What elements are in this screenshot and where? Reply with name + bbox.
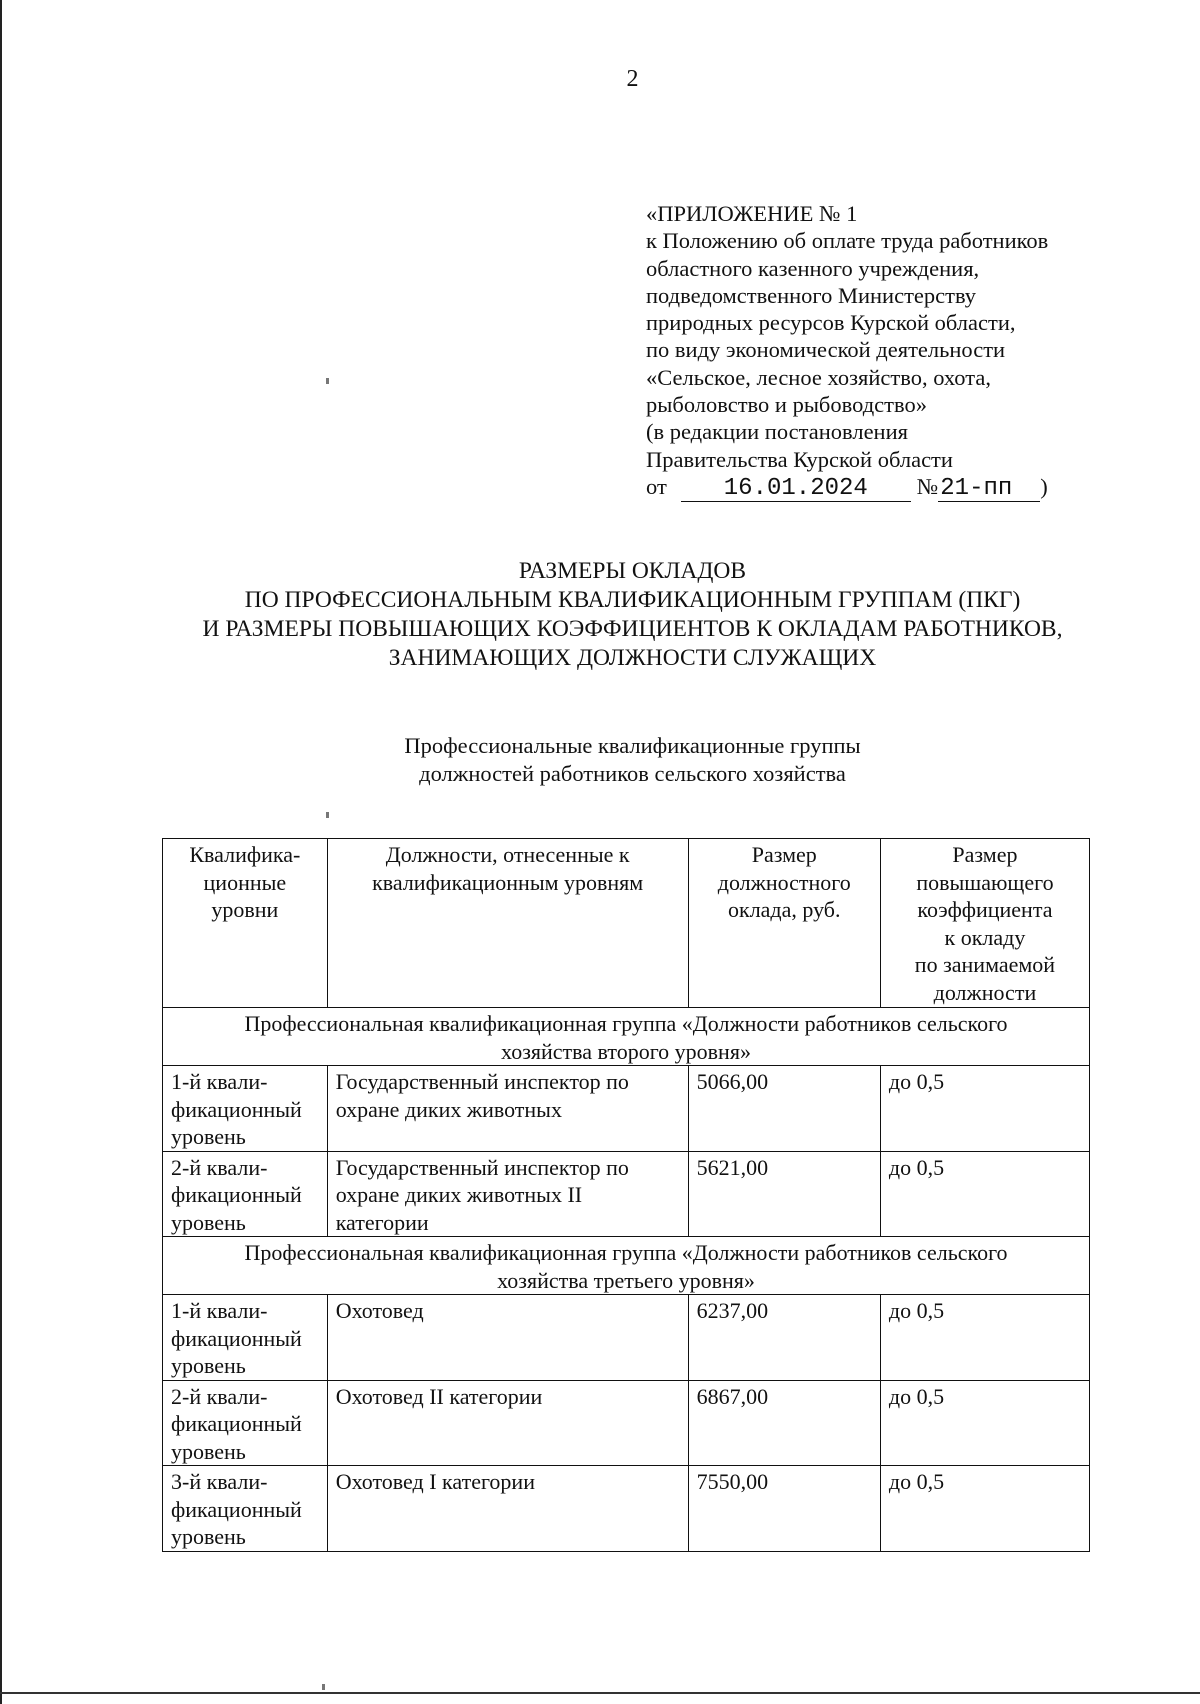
table-header-row xyxy=(163,839,1090,1008)
position-text: охране диких животных xyxy=(335,1096,562,1122)
position-cell xyxy=(327,1151,688,1237)
closing-paren: ) xyxy=(1040,473,1048,499)
table-row xyxy=(163,1151,1090,1237)
resolution-date: 16.01.2024 xyxy=(681,477,911,502)
coefficient-cell: до 0,5 xyxy=(880,1466,1089,1552)
position-text: категории xyxy=(335,1209,429,1235)
header-text: повышающего xyxy=(916,869,1054,895)
salary-cell: 7550,00 xyxy=(688,1466,880,1552)
appendix-line: Правительства Курской области xyxy=(646,446,953,472)
appendix-line: подведомственного Министерству xyxy=(646,282,977,308)
date-prefix: от xyxy=(646,473,667,499)
level-text: фикационный xyxy=(171,1411,302,1436)
header-positions xyxy=(327,839,688,1008)
level-cell xyxy=(163,1380,328,1466)
appendix-line: рыболовство и рыбоводство» xyxy=(646,392,927,418)
salary-cell: 6867,00 xyxy=(688,1380,880,1466)
resolution-number: 21-пп xyxy=(938,477,1040,502)
position-text: Государственный инспектор по xyxy=(335,1069,629,1094)
position-text: Охотовед I категории xyxy=(335,1469,535,1494)
appendix-line: областного казенного учреждения, xyxy=(646,255,980,281)
coefficient-cell: до 0,5 xyxy=(880,1380,1089,1466)
level-cell xyxy=(163,1151,328,1237)
appendix-block xyxy=(646,200,1048,502)
appendix-line: к Положению об оплате труда работников xyxy=(646,228,1049,254)
table-row xyxy=(163,1066,1090,1152)
header-text: к окладу xyxy=(944,924,1026,950)
level-text: уровень xyxy=(171,1524,246,1549)
subtitle-line: Профессиональные квалификационные группы xyxy=(404,733,861,758)
subtitle-line: должностей работников сельского хозяйства xyxy=(419,760,846,786)
level-text: фикационный xyxy=(171,1496,302,1522)
level-text: 2-й квали- xyxy=(171,1154,268,1180)
salary-cell: 5066,00 xyxy=(688,1066,880,1152)
position-cell xyxy=(327,1066,688,1152)
level-text: уровень xyxy=(171,1353,246,1378)
header-text: Размер xyxy=(952,842,1018,867)
level-text: фикационный xyxy=(171,1096,302,1122)
header-text: Должности, отнесенные к xyxy=(385,842,630,867)
appendix-line: «ПРИЛОЖЕНИЕ № 1 xyxy=(646,201,858,226)
scan-bottom-edge xyxy=(0,1692,1200,1694)
document-title xyxy=(0,557,1200,673)
level-text: фикационный xyxy=(171,1325,302,1351)
header-text: Квалифика- xyxy=(189,842,301,867)
header-text: должности xyxy=(933,979,1037,1005)
group-title-line: Профессиональная квалификационная группа «Должности работников сельского xyxy=(244,1011,1008,1036)
level-text: уровень xyxy=(171,1124,246,1149)
level-cell xyxy=(163,1295,328,1381)
table-row xyxy=(163,1380,1090,1466)
group-row xyxy=(163,1237,1090,1295)
header-salary xyxy=(688,839,880,1008)
level-text: 2-й квали- xyxy=(171,1383,268,1409)
title-line: РАЗМЕРЫ ОКЛАДОВ xyxy=(518,558,747,584)
coefficient-cell: до 0,5 xyxy=(880,1151,1089,1237)
header-text: по занимаемой xyxy=(914,952,1056,977)
group-row xyxy=(163,1008,1090,1066)
table-row xyxy=(163,1466,1090,1552)
level-cell xyxy=(163,1466,328,1552)
page-number: 2 xyxy=(626,66,639,92)
header-coefficient xyxy=(880,839,1089,1008)
position-text: Охотовед II категории xyxy=(335,1383,543,1409)
scan-left-edge xyxy=(0,0,2,1704)
level-text: 3-й квали- xyxy=(171,1469,268,1494)
scan-speck xyxy=(326,812,329,818)
title-line: ПО ПРОФЕССИОНАЛЬНЫМ КВАЛИФИКАЦИОННЫМ ГРУППАМ (ПКГ) xyxy=(244,587,1021,613)
position-text: Охотовед xyxy=(335,1298,424,1323)
position-text: Государственный инспектор по xyxy=(335,1154,629,1180)
level-text: уровень xyxy=(171,1438,246,1464)
table-subtitle xyxy=(0,732,1200,787)
scan-speck xyxy=(326,378,329,384)
appendix-line: природных ресурсов Курской области, xyxy=(646,310,1016,336)
level-text: 1-й квали- xyxy=(171,1298,268,1323)
header-text: оклада, руб. xyxy=(728,897,841,922)
scan-speck xyxy=(322,1684,325,1690)
level-cell xyxy=(163,1066,328,1152)
appendix-line: (в редакции постановления xyxy=(646,419,908,445)
position-cell xyxy=(327,1295,688,1381)
header-text: уровни xyxy=(211,897,279,922)
coefficient-cell: до 0,5 xyxy=(880,1066,1089,1152)
salary-table xyxy=(162,838,1090,1552)
number-prefix: № xyxy=(916,473,939,499)
appendix-line: по виду экономической деятельности xyxy=(646,337,1006,363)
position-cell xyxy=(327,1466,688,1552)
level-text: уровень xyxy=(171,1209,246,1235)
header-text: Размер xyxy=(751,842,817,867)
group-title-line: хозяйства второго уровня» xyxy=(501,1038,751,1064)
table-row xyxy=(163,1295,1090,1381)
group-title xyxy=(163,1237,1090,1295)
group-title-line: Профессиональная квалификационная группа «Должности работников сельского xyxy=(244,1240,1008,1265)
salary-cell: 6237,00 xyxy=(688,1295,880,1381)
position-text: охране диких животных II xyxy=(335,1182,583,1207)
resolution-date-line xyxy=(646,473,1048,502)
salary-cell: 5621,00 xyxy=(688,1151,880,1237)
coefficient-cell: до 0,5 xyxy=(880,1295,1089,1381)
group-title xyxy=(163,1008,1090,1066)
level-text: 1-й квали- xyxy=(171,1069,268,1094)
title-line: И РАЗМЕРЫ ПОВЫШАЮЩИХ КОЭФФИЦИЕНТОВ К ОКЛАДАМ РАБОТНИКОВ, xyxy=(202,616,1063,642)
position-cell xyxy=(327,1380,688,1466)
level-text: фикационный xyxy=(171,1182,302,1207)
appendix-line: «Сельское, лесное хозяйство, охота, xyxy=(646,364,991,390)
header-text: ционные xyxy=(203,869,287,895)
title-line: ЗАНИМАЮЩИХ ДОЛЖНОСТИ СЛУЖАЩИХ xyxy=(388,645,877,671)
header-levels xyxy=(163,839,328,1008)
header-text: должностного xyxy=(717,869,851,895)
header-text: квалификационным уровням xyxy=(372,869,644,895)
header-text: коэффициента xyxy=(917,897,1053,922)
group-title-line: хозяйства третьего уровня» xyxy=(497,1267,755,1293)
